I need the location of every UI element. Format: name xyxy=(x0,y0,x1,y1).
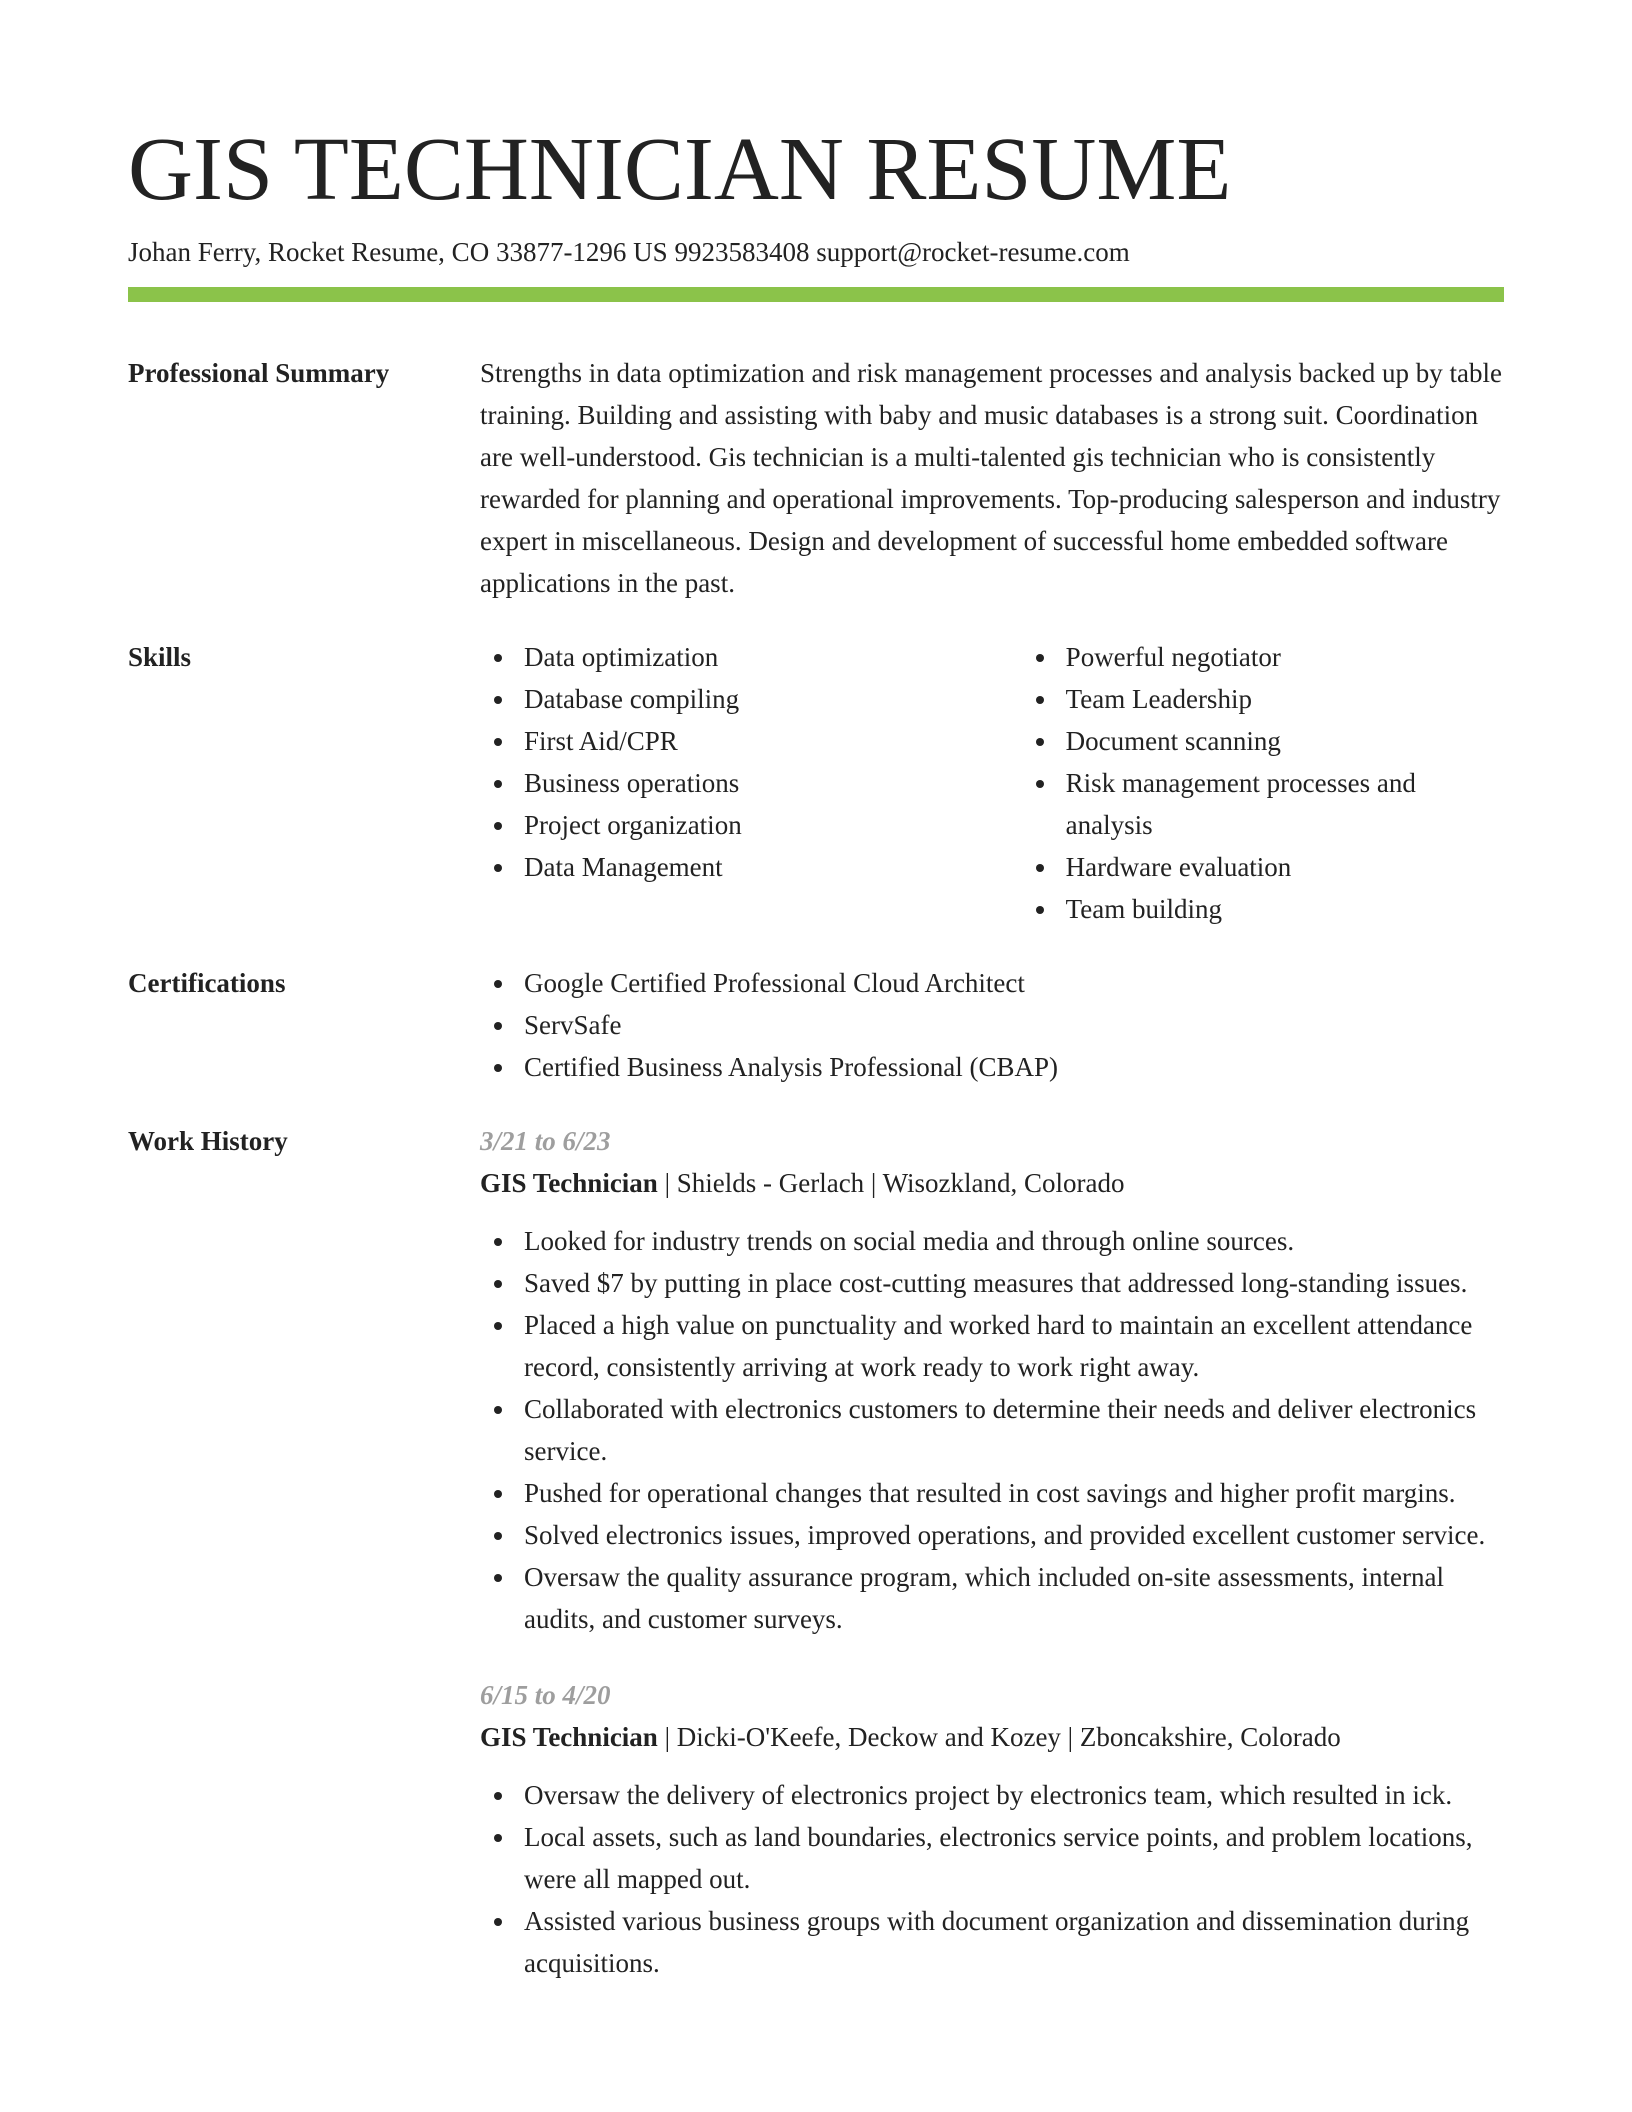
work-history-section xyxy=(128,1120,1504,1984)
certifications-list xyxy=(480,962,1504,1088)
certification-item: Certified Business Analysis Professional (CBAP) xyxy=(524,1046,1504,1088)
job-dates: 3/21 to 6/23 xyxy=(480,1126,611,1156)
job-employer-location: | Dicki-O'Keefe, Deckow and Kozey | Zboncakshire, Colorado xyxy=(657,1722,1341,1752)
skills-body xyxy=(480,636,1504,930)
skills-column-1 xyxy=(480,636,1022,930)
job-bullet: Pushed for operational changes that resulted in cost savings and higher profit margins. xyxy=(524,1472,1504,1514)
job-title: GIS Technician xyxy=(480,1168,658,1198)
certifications-label: Certifications xyxy=(128,968,286,998)
skill-item: Hardware evaluation xyxy=(1066,846,1504,888)
skill-item: First Aid/CPR xyxy=(524,720,1022,762)
certification-item: ServSafe xyxy=(524,1004,1504,1046)
certifications-section xyxy=(128,962,1504,1088)
job-title: GIS Technician xyxy=(480,1722,658,1752)
certifications-body xyxy=(480,962,1504,1088)
skill-item: Database compiling xyxy=(524,678,1022,720)
work-history-label: Work History xyxy=(128,1126,288,1156)
skill-item: Risk management processes and analysis xyxy=(1066,762,1504,846)
job-bullet: Collaborated with electronics customers to determine their needs and deliver electronics service. xyxy=(524,1388,1504,1472)
skill-item: Data optimization xyxy=(524,636,1022,678)
job-bullet: Looked for industry trends on social media and through online sources. xyxy=(524,1220,1504,1262)
certification-item: Google Certified Professional Cloud Architect xyxy=(524,962,1504,1004)
job-bullet: Saved $7 by putting in place cost-cutting measures that addressed long-standing issues. xyxy=(524,1262,1504,1304)
skill-item: Business operations xyxy=(524,762,1022,804)
skill-item: Team building xyxy=(1066,888,1504,930)
skills-label: Skills xyxy=(128,642,192,672)
contact-line: Johan Ferry, Rocket Resume, CO 33877-1296 US 9923583408 support@rocket-resume.com xyxy=(128,237,1130,267)
skills-grid xyxy=(480,636,1504,930)
job-bullet: Oversaw the delivery of electronics project by electronics team, which resulted in ick. xyxy=(524,1774,1504,1816)
skill-item: Team Leadership xyxy=(1066,678,1504,720)
job-employer-location: | Shields - Gerlach | Wisozkland, Colorado xyxy=(657,1168,1125,1198)
job-entry xyxy=(480,1674,1504,1984)
job-bullets xyxy=(480,1774,1504,1984)
skill-item: Document scanning xyxy=(1066,720,1504,762)
job-header xyxy=(480,1716,1504,1758)
skills-column-2 xyxy=(1022,636,1504,930)
job-bullet: Local assets, such as land boundaries, electronics service points, and problem locations, were all mapped out. xyxy=(524,1816,1504,1900)
skill-item: Data Management xyxy=(524,846,1022,888)
header-divider xyxy=(128,287,1504,302)
job-bullet: Assisted various business groups with document organization and dissemination during acquisitions. xyxy=(524,1900,1504,1984)
summary-label: Professional Summary xyxy=(128,358,390,388)
job-bullets xyxy=(480,1220,1504,1640)
job-bullet: Solved electronics issues, improved operations, and provided excellent customer service. xyxy=(524,1514,1504,1556)
skills-section xyxy=(128,636,1504,930)
skill-item: Project organization xyxy=(524,804,1022,846)
job-entry xyxy=(480,1120,1504,1640)
job-bullet: Placed a high value on punctuality and worked hard to maintain an excellent attendance record, consistently arriving at work ready to work right away. xyxy=(524,1304,1504,1388)
page-title: GIS TECHNICIAN RESUME xyxy=(128,120,1232,219)
summary-text: Strengths in data optimization and risk management processes and analysis backed up by table training. Building and assisting with baby and music databases is a strong suit. Coordination are well-understood. Gis technician is a multi-talented gis technician who is consistently rewarded for planning and operational improvements. Top-producing salesperson and industry expert in miscellaneous. Design and development of successful home embedded software applications in the past. xyxy=(480,358,1502,598)
job-bullet: Oversaw the quality assurance program, which included on-site assessments, internal audits, and customer surveys. xyxy=(524,1556,1504,1640)
skill-item: Powerful negotiator xyxy=(1066,636,1504,678)
job-dates: 6/15 to 4/20 xyxy=(480,1680,611,1710)
job-header xyxy=(480,1162,1504,1204)
summary-section xyxy=(128,352,1504,604)
work-history-body xyxy=(480,1120,1504,1984)
